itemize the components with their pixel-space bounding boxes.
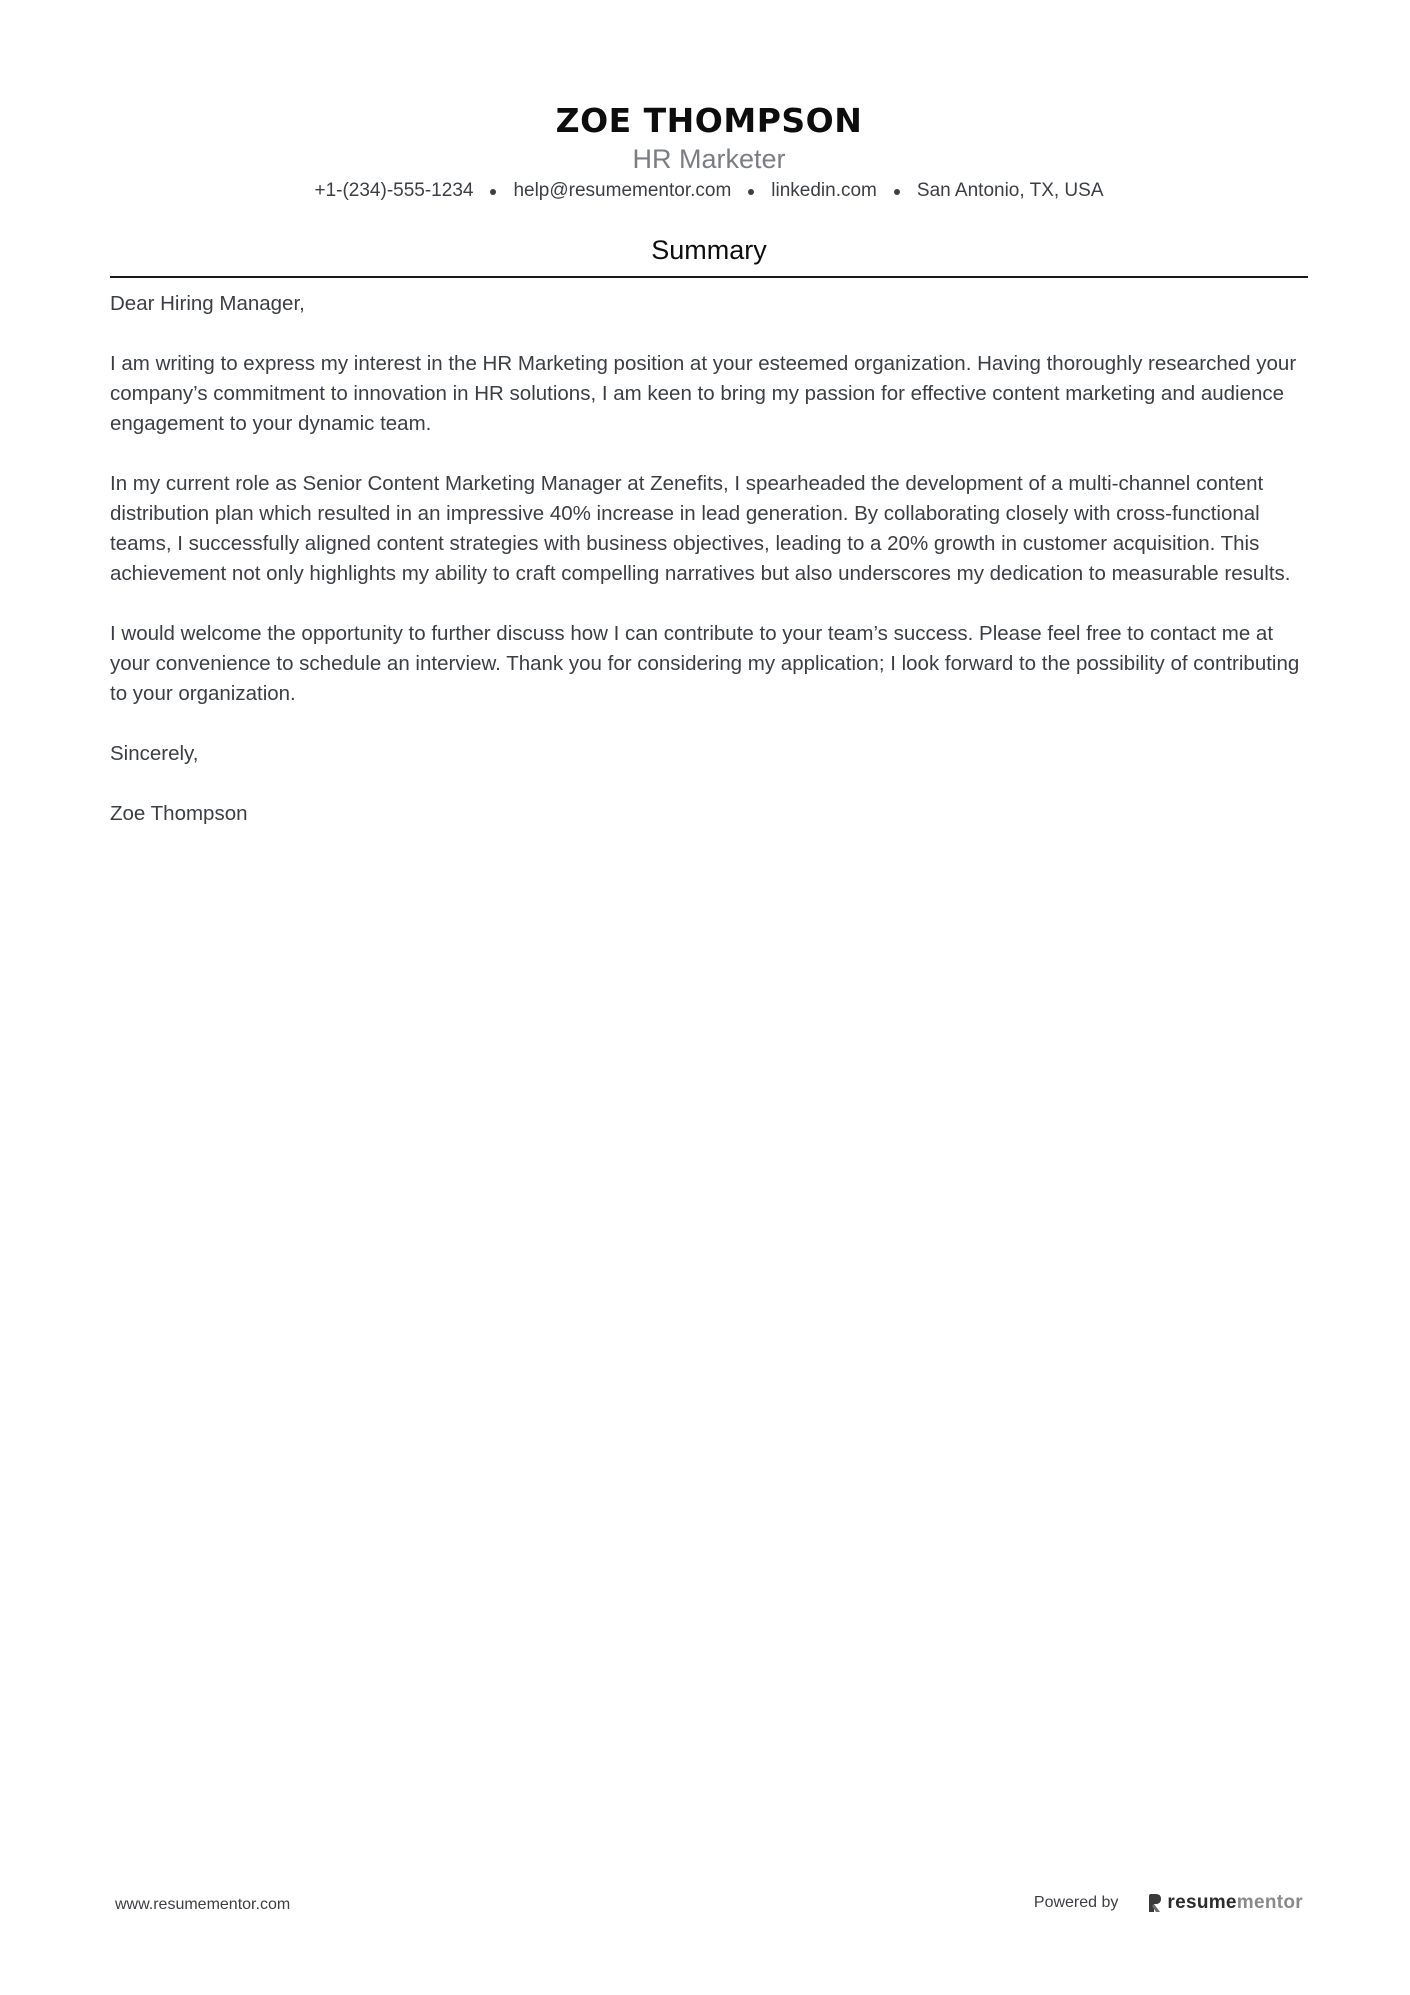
letter-signature: Zoe Thompson — [110, 802, 248, 825]
candidate-name: ZOE THOMPSON — [555, 101, 863, 140]
powered-by-label: Powered by — [1033, 1894, 1119, 1911]
letter-closing: Sincerely, — [110, 742, 199, 765]
contact-location: San Antonio, TX, USA — [916, 180, 1104, 201]
bullet-separator — [748, 189, 754, 195]
letter-paragraph-3: I would welcome the opportunity to further discuss how I can contribute to your team’s success. Please feel free to contact me at your convenience to schedule an interview. Thank you for considering my application; I look forward to the possibility of contributing to your organization. — [110, 622, 1300, 705]
letter-paragraph-1: I am writing to express my interest in the HR Marketing position at your esteemed organization. Having thoroughly researched your company’s commitment to innovation in HR solutions, I am keen to bring my passion for effective content marketing and audience engagement to your dynamic team. — [110, 352, 1297, 435]
footer-branding — [1034, 1892, 1303, 1914]
contact-phone: +1-(234)-555-1234 — [314, 180, 474, 201]
contact-email[interactable]: help@resumementor.com — [513, 180, 732, 201]
contact-linkedin[interactable]: linkedin.com — [771, 180, 877, 201]
contact-line — [110, 176, 1308, 206]
letter-salutation: Dear Hiring Manager, — [110, 292, 305, 315]
resumementor-logo-icon — [1148, 1893, 1162, 1913]
brand-name-mentor: mentor — [1236, 1892, 1303, 1913]
cover-letter-body — [110, 289, 1308, 829]
bullet-separator — [894, 189, 900, 195]
brand-logo[interactable] — [1148, 1892, 1303, 1914]
section-title-summary: Summary — [110, 230, 1308, 278]
footer-website[interactable]: www.resumementor.com — [115, 1896, 291, 1913]
bullet-separator — [490, 189, 496, 195]
brand-name-resume: resume — [1167, 1892, 1237, 1913]
resume-header — [110, 0, 1308, 206]
candidate-role: HR Marketer — [632, 144, 786, 174]
document-page — [110, 0, 1308, 859]
letter-paragraph-2: In my current role as Senior Content Marketing Manager at Zenefits, I spearheaded the development of a multi-channel content distribution plan which resulted in an impressive 40% increase in lead generation. By collaborating closely with cross-functional teams, I successfully aligned content strategies with business objectives, leading to a 20% growth in customer acquisition. This achievement not only highlights my ability to craft compelling narratives but also underscores my dedication to measurable results. — [110, 472, 1291, 585]
